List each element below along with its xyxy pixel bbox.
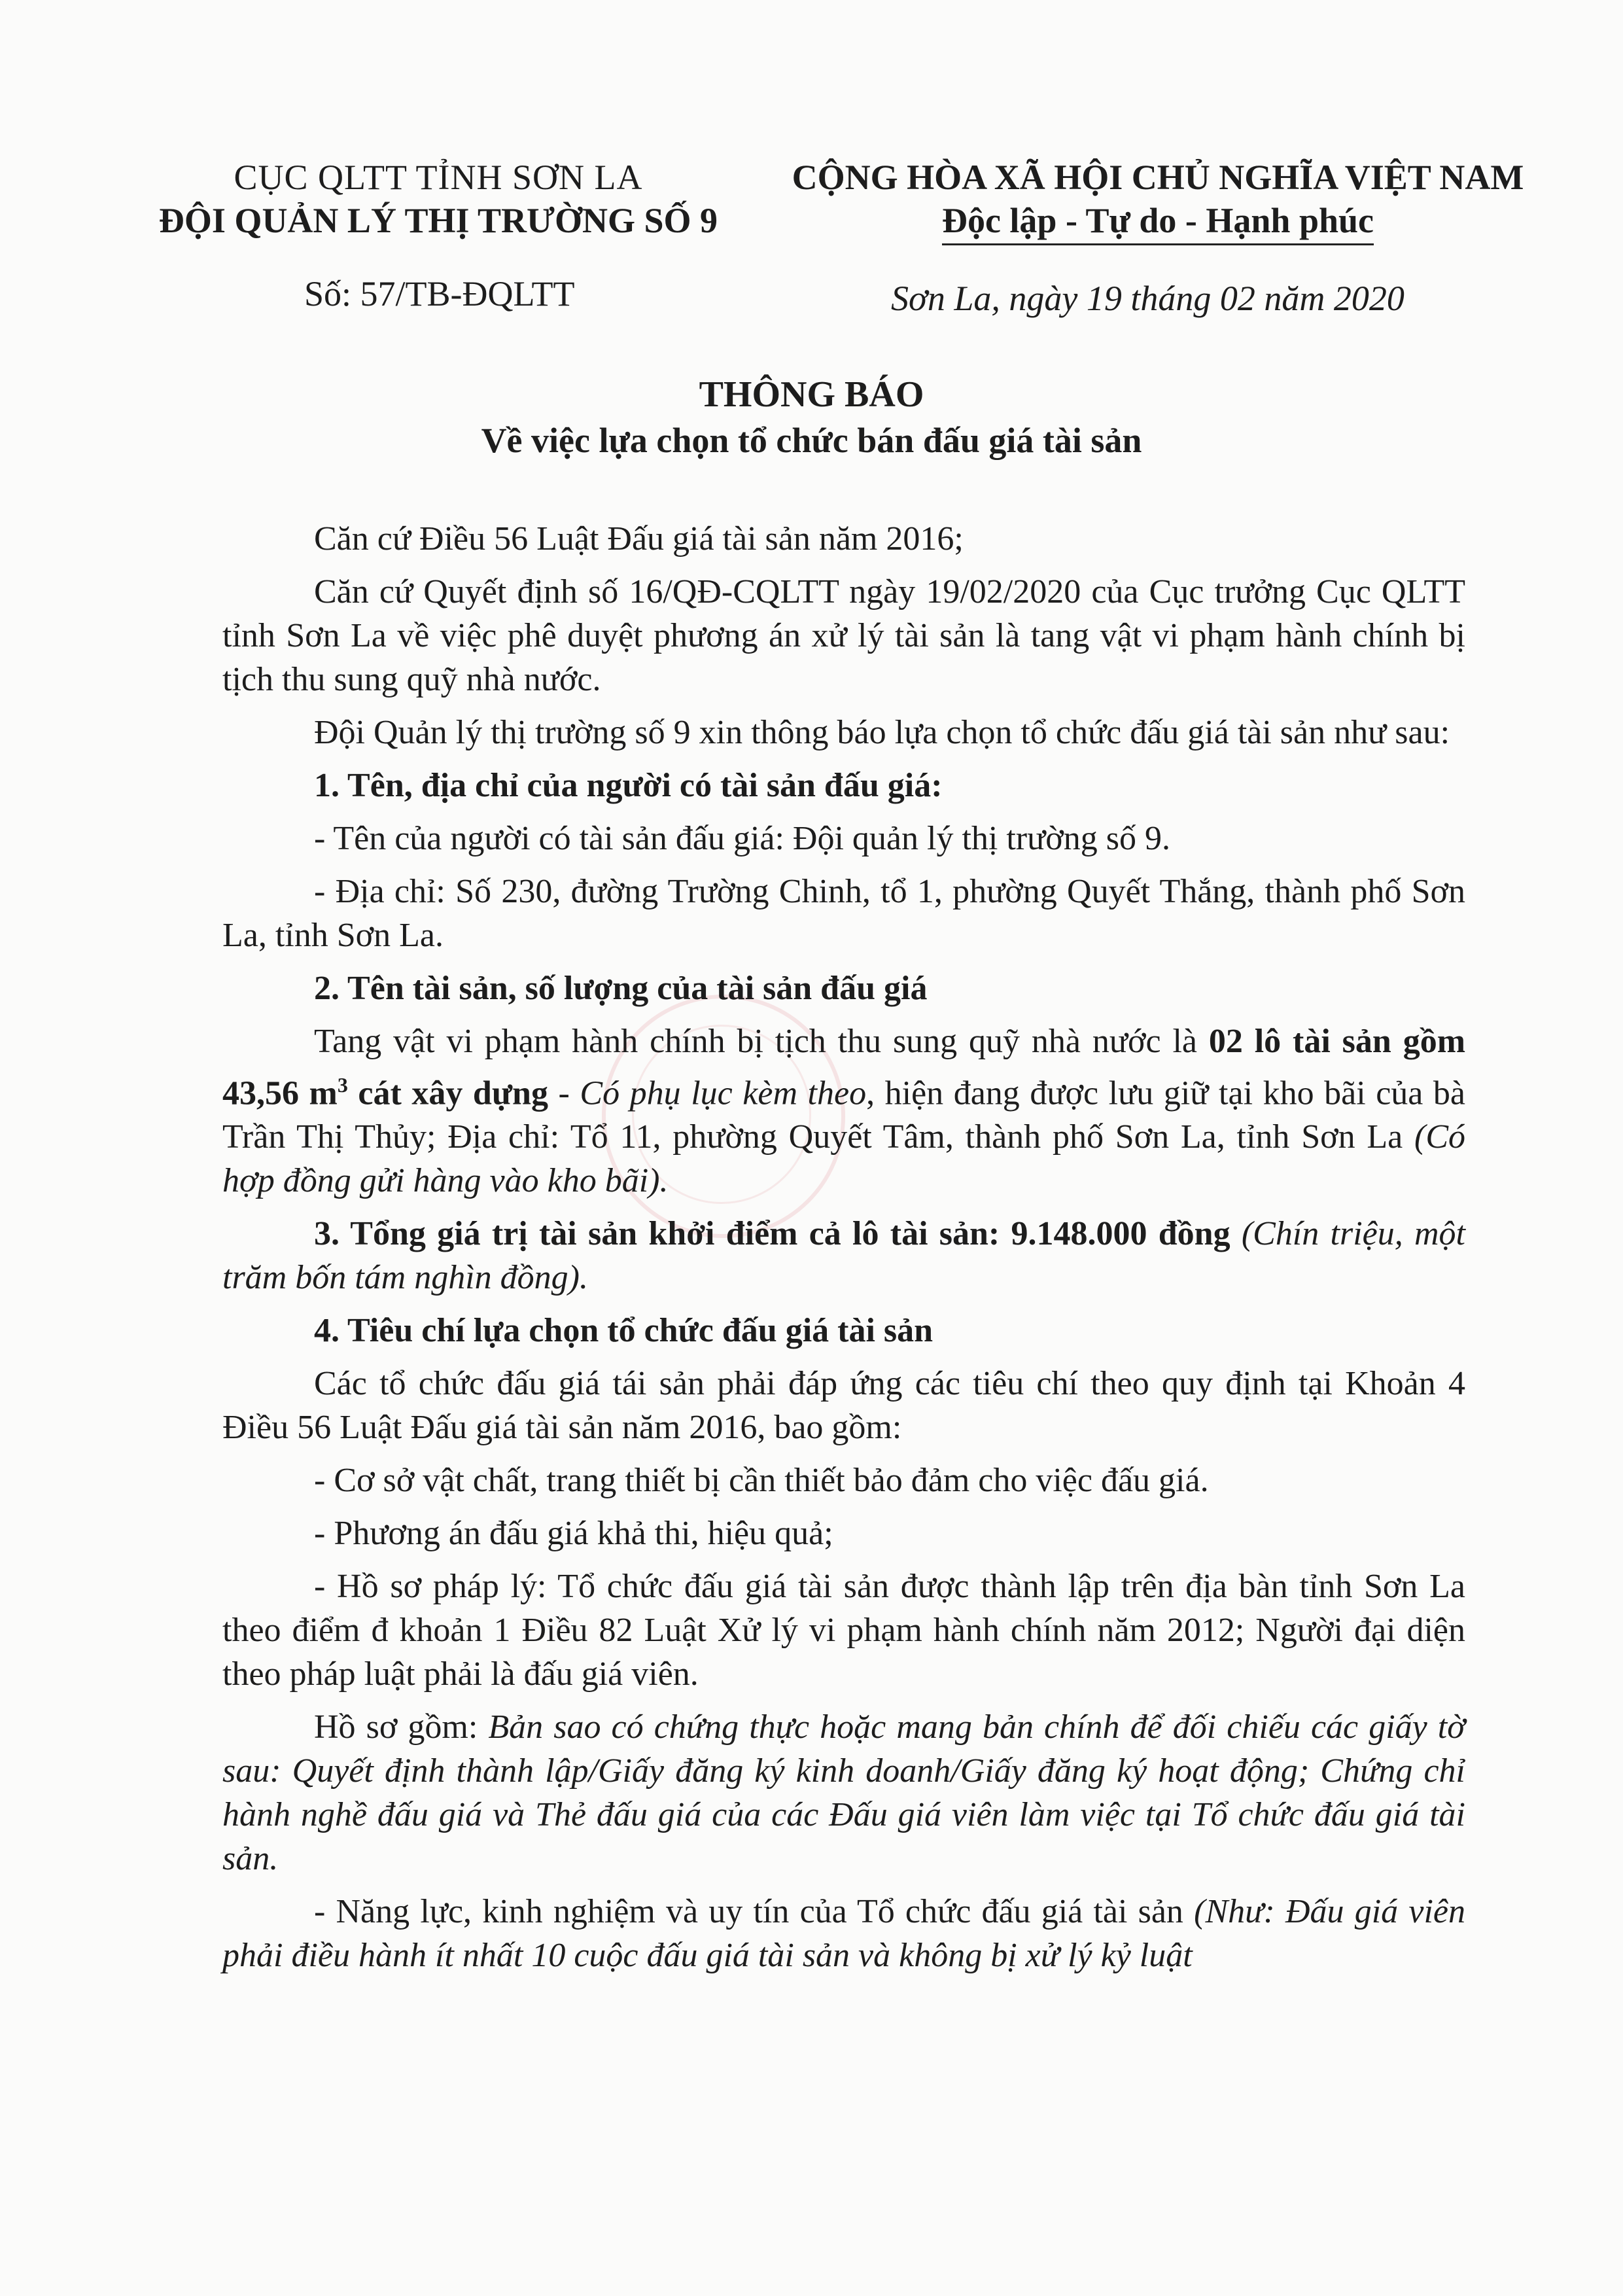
- agency-name-line1: CỤC QLTT TỈNH SƠN LA: [234, 158, 643, 197]
- section-3-starting-price: 3. Tổng giá trị tài sản khởi điểm cả lô tài sản: 9.148.000 đồng (Chín triệu, một trăm bốn tám nghìn đồng).: [222, 1215, 1465, 1297]
- document-number: Số: 57/TB-ĐQLTT: [304, 274, 575, 313]
- paragraph-announcement: Đội Quản lý thị trường số 9 xin thông báo lựa chọn tổ chức đấu giá tài sản như sau:: [314, 714, 1450, 751]
- paragraph-legal-basis-1: Căn cứ Điều 56 Luật Đấu giá tài sản năm 2016;: [314, 520, 964, 557]
- document-place-date: Sơn La, ngày 19 tháng 02 năm 2020: [891, 279, 1405, 318]
- national-motto: Độc lập - Tự do - Hạnh phúc: [942, 199, 1374, 245]
- section-4-dossier: Hồ sơ gồm: Bản sao có chứng thực hoặc mang bản chính để đối chiếu các giấy tờ sau: Quyết định thành lập/Giấy đăng ký kinh doanh/Giấy đăng ký hoạt động; Chứng chỉ hành nghề đấu giá và Thẻ đấu giá của các Đấu giá viên làm việc tại Tổ chức đấu giá tài sản.: [222, 1708, 1466, 1878]
- section-4-criteria-intro: Các tổ chức đấu giá tái sản phải đáp ứng các tiêu chí theo quy định tại Khoản 4 Điều 56 Luật Đấu giá tài sản năm 2016, bao gồm:: [222, 1365, 1465, 1447]
- section-2-asset-description: Tang vật vi phạm hành chính bị tịch thu sung quỹ nhà nước là 02 lô tài sản gồm 43,56 $m^3$ cát xây dựng - Có phụ lục kèm theo, hiện đang được lưu giữ tại kho bãi của bà Trần Thị Thủy; Địa chỉ: Tổ 11, phường Quyết Tâm, thành phố Sơn La, tỉnh Sơn La (Có hợp đồng gửi hàng vào kho bãi).: [222, 1023, 1466, 1200]
- section-4-criterion-plan: - Phương án đấu giá khả thi, hiệu quả;: [314, 1515, 833, 1553]
- document-title-block: [0, 372, 1623, 463]
- document-body: [222, 517, 1465, 1977]
- agency-name-line2: ĐỘI QUẢN LÝ THỊ TRƯỜNG SỐ 9: [158, 201, 718, 240]
- section-2-heading: 2. Tên tài sản, số lượng của tài sản đấu giá: [314, 970, 928, 1007]
- section-4-criterion-facilities: - Cơ sở vật chất, trang thiết bị cần thiết bảo đảm cho việc đấu giá.: [314, 1462, 1209, 1500]
- section-4-criterion-legal: - Hồ sơ pháp lý: Tổ chức đấu giá tài sản được thành lập trên địa bàn tỉnh Sơn La theo điểm đ khoản 1 Điều 82 Luật Xử lý vi phạm hành chính năm 2012; Người đại diện theo pháp luật phải là đấu giá viên.: [222, 1568, 1465, 1693]
- section-1-owner-name: - Tên của người có tài sản đấu giá: Đội quản lý thị trường số 9.: [314, 820, 1171, 857]
- national-title: CỘNG HÒA XÃ HỘI CHỦ NGHĨA VIỆT NAM: [792, 158, 1524, 197]
- document-subtitle: Về việc lựa chọn tổ chức bán đấu giá tài sản: [481, 421, 1142, 460]
- section-4-heading: 4. Tiêu chí lựa chọn tổ chức đấu giá tài sản: [314, 1312, 934, 1350]
- section-4-criterion-experience: - Năng lực, kinh nghiệm và uy tín của Tổ chức đấu giá tài sản (Như: Đấu giá viên phải điều hành ít nhất 10 cuộc đấu giá tài sản và không bị xử lý kỷ luật: [222, 1893, 1465, 1975]
- document-title: THÔNG BÁO: [699, 374, 924, 415]
- section-1-address: - Địa chỉ: Số 230, đường Trường Chinh, tổ 1, phường Quyết Thắng, thành phố Sơn La, tỉnh Sơn La.: [222, 873, 1465, 954]
- paragraph-legal-basis-2: Căn cứ Quyết định số 16/QĐ-CQLTT ngày 19/02/2020 của Cục trưởng Cục QLTT tỉnh Sơn La về việc phê duyệt phương án xử lý tài sản là tang vật vi phạm hành chính bị tịch thu sung quỹ nhà nước.: [222, 573, 1465, 698]
- section-1-heading: 1. Tên, địa chỉ của người có tài sản đấu giá:: [314, 767, 943, 804]
- national-header: [772, 156, 1544, 245]
- agency-header: [150, 156, 726, 242]
